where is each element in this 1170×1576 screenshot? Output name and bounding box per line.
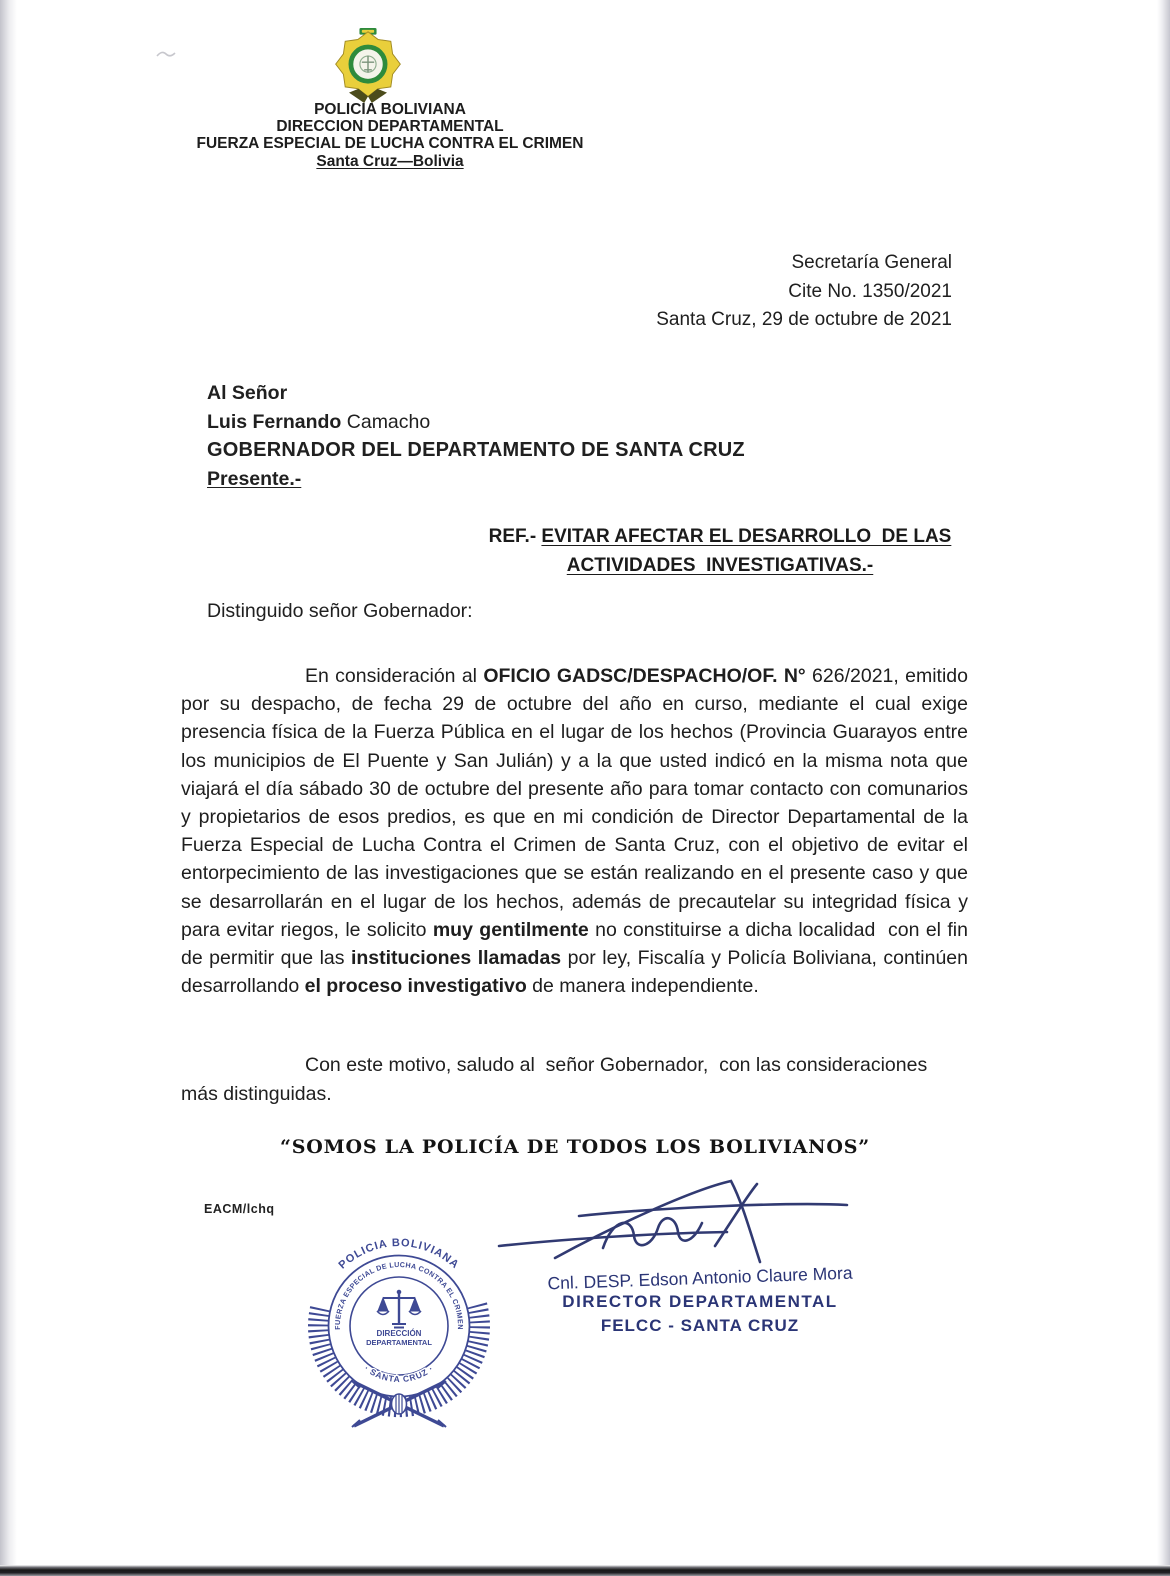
- letterhead-line-2: DIRECCION DEPARTAMENTAL: [276, 118, 504, 135]
- signer-unit: FELCC - SANTA CRUZ: [600, 1316, 800, 1335]
- svg-text:· SANTA CRUZ ·: [363, 1363, 436, 1384]
- closing-paragraph: Con este motivo, saludo al señor Gobernador, con las consideraciones más distinguidas.: [181, 1054, 928, 1105]
- slogan: “SOMOS LA POLICÍA DE TODOS LOS BOLIVIANOS”: [280, 1136, 870, 1158]
- reference-block: [440, 522, 1000, 580]
- addressee-present: Presente.-: [207, 467, 302, 490]
- addressee-block: [207, 379, 745, 493]
- scan-edge-left: [0, 0, 17, 1576]
- letterhead: [150, 101, 630, 170]
- handwritten-signature: [495, 1176, 875, 1271]
- scan-edge-bottom: [0, 1565, 1170, 1576]
- signer-title: DIRECTOR DEPARTAMENTAL: [562, 1292, 838, 1311]
- official-stamp: [294, 1230, 504, 1430]
- crossed-rifles-icon: [352, 1381, 446, 1427]
- stamp-bottom-text: · SANTA CRUZ ·: [362, 1363, 436, 1385]
- meta-office: Secretaría General: [791, 252, 952, 273]
- greeting: Distinguido señor Gobernador:: [207, 600, 473, 622]
- body-paragraph: En consideración al OFICIO GADSC/DESPACHO/OF. N° 626/2021, emitido por su despacho, de fecha 29 de octubre del año en curso, mediante el cual exige presencia física de la Fuerza Pública en el lugar de los hechos (Provincia Guarayos entre los municipios de El Puente y San Julián) y a la que usted indicó en la misma nota que viajará el día sábado 30 de octubre del presente año para tomar contacto con comunarios y propietarios de esos predios, es que en mi condición de Director Departamental de la Fuerza Especial de Lucha Contra el Crimen de Santa Cruz, con el objetivo de evitar el entorpecimiento de las investigaciones que se están realizando en el presente caso y que se desarrollarán en el lugar de los hechos, además de precautelar su integridad física y para evitar riegos, le solicito muy gentilmente no constituirse a dicha localidad con el fin de permitir que las instituciones llamadas por ley, Fiscalía y Policía Boliviana, continúen desarrollando el proceso investigativo de manera independiente.: [181, 665, 968, 998]
- signer-name: Cnl. DESP. Edson Antonio Claure Mora: [547, 1262, 853, 1294]
- meta-block: [656, 249, 952, 335]
- reference-line-1: REF.- EVITAR AFECTAR EL DESARROLLO DE LAS: [488, 526, 952, 547]
- reference-label: REF.-: [488, 526, 542, 547]
- addressee-name: Luis Fernando Camacho: [207, 410, 431, 433]
- scales-of-justice-icon: [377, 1290, 421, 1327]
- scan-edge-right: [1157, 0, 1170, 1576]
- stamp-ring-text: FUERZA ESPECIAL DE LUCHA CONTRA EL CRIMEN: [332, 1260, 466, 1330]
- meta-cite-number: Cite No. 1350/2021: [788, 280, 952, 302]
- typist-initials: EACM/lchq: [204, 1202, 275, 1216]
- stamp-center-line-1: DIRECCIÓN: [376, 1329, 422, 1338]
- police-crest-icon: [330, 27, 406, 105]
- scan-artifact: [155, 47, 177, 61]
- meta-date: Santa Cruz, 29 de octubre de 2021: [656, 309, 952, 330]
- letterhead-line-1: POLICIA BOLIVIANA: [314, 101, 466, 118]
- letterhead-place: Santa Cruz—Bolivia: [316, 153, 464, 170]
- stamp-top-text: POLICIA BOLIVIANA: [336, 1236, 462, 1272]
- signer-block: [520, 1262, 880, 1338]
- stamp-center-line-2: DEPARTAMENTAL: [366, 1338, 432, 1347]
- addressee-salutation: Al Señor: [207, 382, 288, 404]
- letterhead-line-3: FUERZA ESPECIAL DE LUCHA CONTRA EL CRIMEN: [196, 135, 584, 152]
- addressee-title: GOBERNADOR DEL DEPARTAMENTO DE SANTA CRUZ: [207, 439, 745, 461]
- reference-line-2: ACTIVIDADES INVESTIGATIVAS.-: [566, 555, 874, 576]
